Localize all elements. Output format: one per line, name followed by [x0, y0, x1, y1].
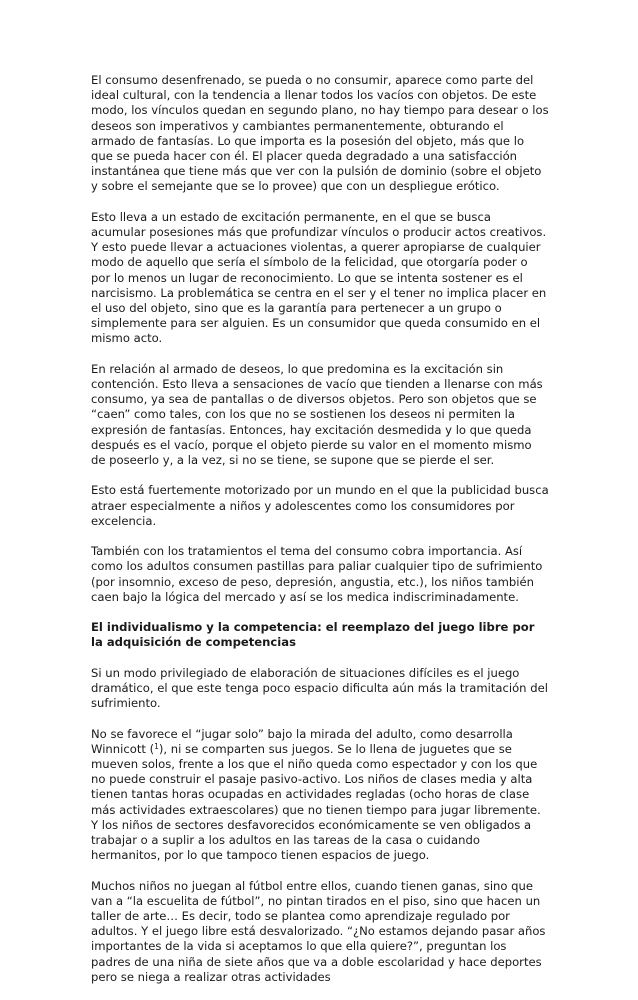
footnote-number: 1 [154, 741, 159, 751]
paragraph-consumo-desenfrenado: El consumo desenfrenado, se pueda o no consumir, aparece como parte del ideal cultural, con la tendencia a llenar todos los vacíos con objetos. De este modo, los vínculos quedan en segundo plano, no hay tiempo para desear o los deseos son imperativos y cambiantes permanentemente, obturando el armado de fantasías. Lo que importa es la posesión del objeto, más que lo que se pueda hacer con él. El placer queda degradado a una satisfacción instantánea que tiene más que ver con la pulsión de dominio (sobre el objeto y sobre el semejante que se lo provee) que con un despliegue erótico. [91, 73, 549, 194]
paragraph-tratamientos: También con los tratamientos el tema del consumo cobra importancia. Así como los adultos consumen pastillas para paliar cualquier tipo de sufrimiento (por insomnio, exceso de peso, depresión, angustia, etc.), los niños también caen bajo la lógica del mercado y así se los medica indiscriminadamente. [91, 544, 543, 604]
document-page [91, 73, 549, 1000]
section-heading: El individualismo y la competencia: el reemplazo del juego libre por la adquisición de competencias [91, 620, 535, 650]
paragraph-armado-de-deseos: En relación al armado de deseos, lo que predomina es la excitación sin contención. Esto lleva a sensaciones de vacío que tienden a llenarse con más consumo, ya sea de pantallas o de diversos objetos. Pero son objetos que se “caen” como tales, con los que no se sostienen los deseos ni permiten la expresión de fantasías. Entonces, hay excitación desmedida y lo que queda después es el vacío, porque el objeto pierde su valor en el momento mismo de poseerlo y, a la vez, si no se tiene, se supone que se pierde el ser. [91, 361, 543, 468]
paragraph-winnicott [91, 727, 549, 864]
paragraph-juego-dramatico: Si un modo privilegiado de elaboración de situaciones difíciles es el juego dramático, el que este tenga poco espacio dificulta aún más la tramitación del sufrimiento. [91, 665, 548, 711]
paragraph-excitacion-permanente: Esto lleva a un estado de excitación permanente, en el que se busca acumular posesiones más que profundizar vínculos o producir actos creativos. Y esto puede llevar a actuaciones violentas, a querer apropiarse de cualquier modo de aquello que sería el símbolo de la felicidad, que otorgaría poder o por lo menos un lugar de reconocimiento. Lo que se intenta sostener es el narcisismo. La problemática se centra en el ser y el tener no implica placer en el uso del objeto, sino que es la garantía para pertenecer a un grupo o simplemente para ser alguien. Es un consumidor que queda consumido en el mismo acto. [91, 209, 547, 346]
paragraph-publicidad: Esto está fuertemente motorizado por un mundo en el que la publicidad busca atraer especialmente a niños y adolescentes como los consumidores por excelencia. [91, 483, 549, 528]
paragraph-escuelita-de-futbol: Muchos niños no juegan al fútbol entre ellos, cuando tienen ganas, sino que van a “la escuelita de fútbol”, no pintan tirados en el piso, sino que hacen un taller de arte… Es decir, todo se plantea como aprendizaje regulado por adultos. Y el juego libre está desvalorizado. “¿No estamos dejando pasar años importantes de la vida si aceptamos lo que ella quiere?”, preguntan los padres de una niña de siete años que va a doble escolaridad y hace deportes pero se niega a realizar otras actividades [91, 878, 546, 984]
paragraph-winnicott-text-after: ), ni se comparten sus juegos. Se lo llena de juguetes que se mueven solos, frente a los que el niño queda como espectador y con los que no puede construir el pasaje pasivo-activo. Los niños de clases media y alta tienen tantas horas ocupadas en actividades regladas (ocho horas de clase más actividades extraescolares) que no tienen tiempo para jugar libremente. Y los niños de sectores desfavorecidos económicamente se ven obligados a trabajar o a suplir a los adultos en las tareas de la casa o cuidando hermanitos, por lo que tampoco tienen espacios de juego. [91, 741, 541, 863]
paragraph-winnicott-text-before: No se favorece el “jugar solo” bajo la mirada del adulto, como desarrolla Winnicott ( [91, 726, 513, 756]
